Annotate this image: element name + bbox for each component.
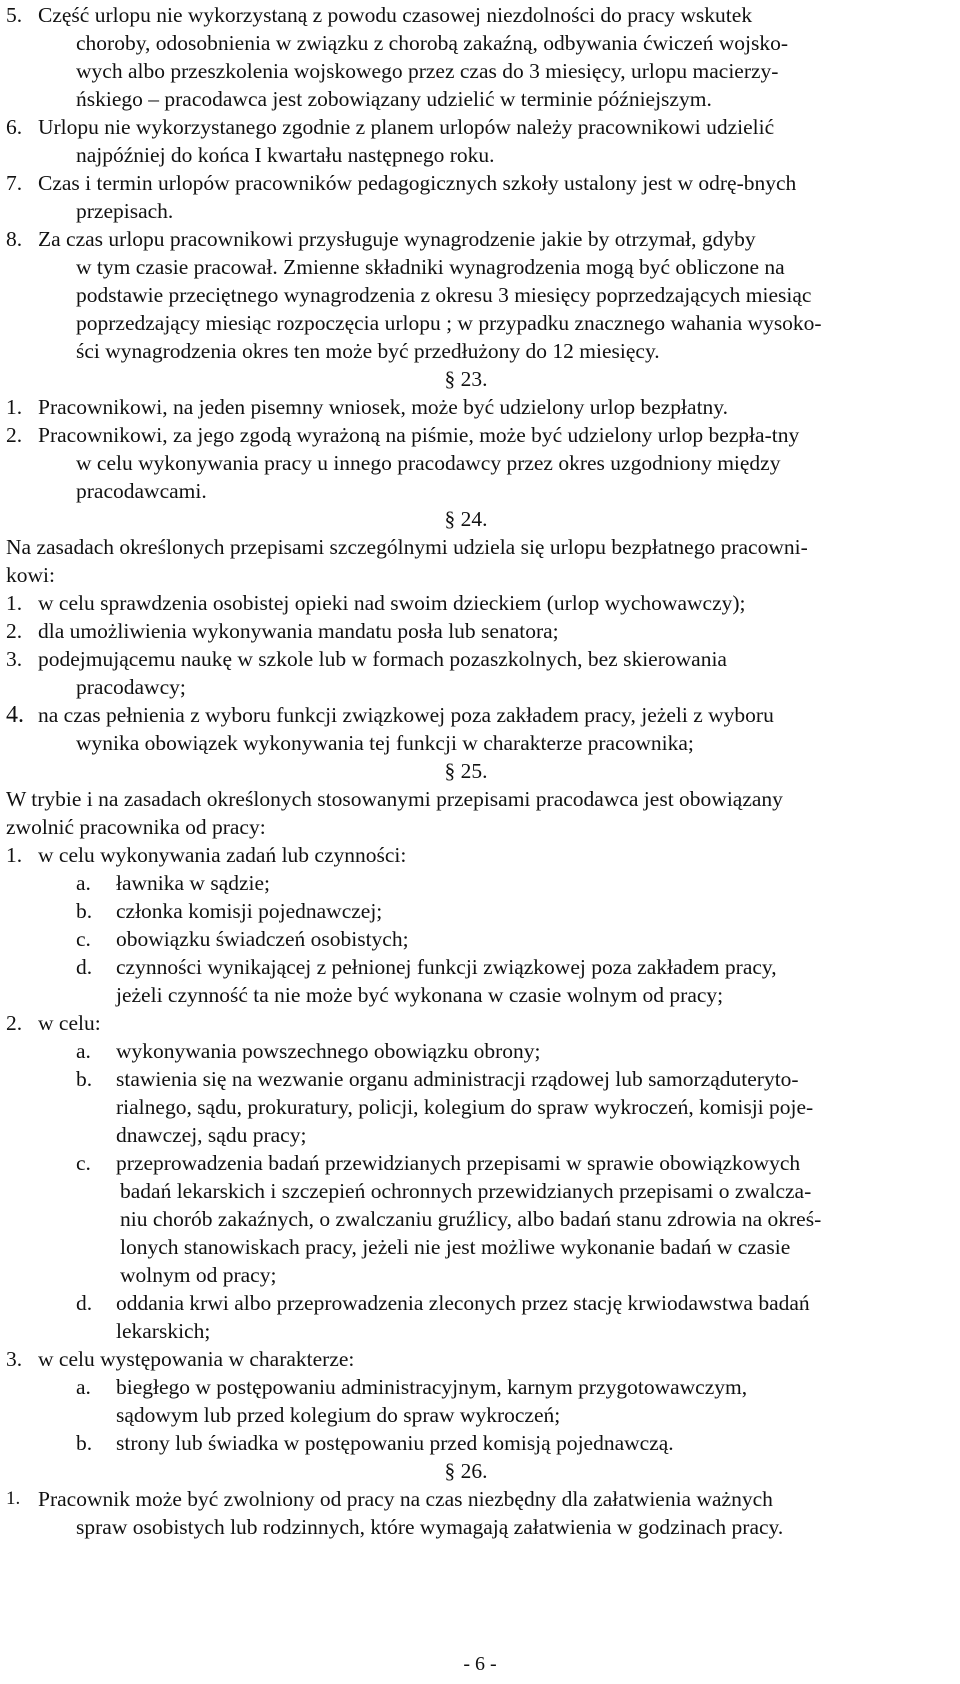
section-heading: § 24. (444, 507, 488, 531)
document-page: 5. Część urlopu nie wykorzystaną z powodu czasowej niezdolności do pracy wskutek choroby, odosobnienia w związku z chorobą zakaźną, odbywania ćwiczeń wojsko- wych albo przeszkolenia wojskowego przez czas do 3 miesięcy, urlopu macierzy- ńskiego – pracodawca jest zobowiązany udzielić w terminie późniejszym. 6. Urlopu nie wykorzystanego zgodnie z planem urlopów należy pracownikowi udzielić najpóźniej do końca I kwartału następnego roku. 7. Czas i termin urlopów pracowników pedagogicznych szkoły ustalony jest w odrę-bnych przepisach. 8. Za czas urlopu pracownikowi przysługuje wynagrodzenie jakie by otrzymał, gdyby w tym czasie pracował. Zmienne składniki wynagrodzenia mogą być obliczone na podstawie przeciętnego wynagrodzenia z okresu 3 miesięcy poprzedzających miesiąc poprzedzający miesiąc rozpoczęcia urlopu ; w przypadku znacznego wahania wysoko- ści wynagrodzenia okres ten może być przedłużony do 12 miesięcy. § 23. 1. Pracownikowi, na jeden pisemny wniosek, może być udzielony urlop bezpłatny. 2. Pracownikowi, za jego zgodą wyrażoną na piśmie, może być udzielony urlop bezpła-tny w celu wykonywania pracy u innego pracodawcy przez okres uzgodniony między pracodawcami. § 24. Na zasadach określonych przepisami szczególnymi udziela się urlopu bezpłatnego pracowni- kowi: 1. w celu sprawdzenia osobistej opieki nad swoim dzieckiem (urlop wychowawczy); 2. dla umożliwienia wykonywania mandatu posła lub senatora; 3. podejmującemu naukę w szkole lub w formach pozaszkolnych, bez skierowania pracodawcy; 4. na czas pełnienia z wyboru funkcji związkowej poza zakładem pracy, jeżeli z wyboru wynika obowiązek wykonywania tej funkcji w charakterze pracownika; § 25. W trybie i na zasadach określonych stosowanymi przepisami pracodawca jest obowiązany zwolnić pracownika od pracy: 1. w celu wykonywania zadań lub czynności: a. ławnika w sądzie; b. członka komisji pojednawczej; c. obowiązku świadczeń osobistych; d. czynności wynikającej z pełnionej funkcji związkowej poza zakładem pracy, jeżeli czynność ta nie może być wykonana w czasie wolnym od pracy; 2. w celu: a. wykonywania powszechnego obowiązku obrony; b. stawienia się na wezwanie organu administracji rządowej lub samorząduteryto- rialnego, sądu, prokuratury, policji, kolegium do spraw wykroczeń, komisji poje- dnawczej, sądu pracy; c. przeprowadzenia badań przewidzianych przepisami w sprawie obowiązkowych badań lekarskich i szczepień ochronnych przewidzianych przepisami o zwalcza- niu chorób zakaźnych, o zwalczaniu gruźlicy, albo badań stanu zdrowia na okreś- lonych stanowiskach pracy, jeżeli nie jest możliwe wykonanie badań w czasie wolnym od pracy; d. oddania krwi albo przeprowadzenia zleconych przez stację krwiodawstwa badań lekarskich; 3. w celu występowania w charakterze: a. biegłego w postępowaniu administracyjnym, karnym przygotowawczym, sądowym lub przed kolegium do spraw wykroczeń; b. strony lub świadka w postępowaniu przed komisją pojednawczą. § 26. 1. Pracownik może być zwolniony od pracy na czas niezbędny dla załatwienia ważnych spraw osobistych lub rodzinnych, które wymagają załatwienia w godzinach pracy. - 6 - (0, 0, 960, 1684)
page-number: - 6 - (463, 1653, 497, 1675)
section-heading: § 23. (444, 367, 488, 391)
section-heading: § 26. (444, 1459, 488, 1483)
section-heading: § 25. (444, 759, 488, 783)
